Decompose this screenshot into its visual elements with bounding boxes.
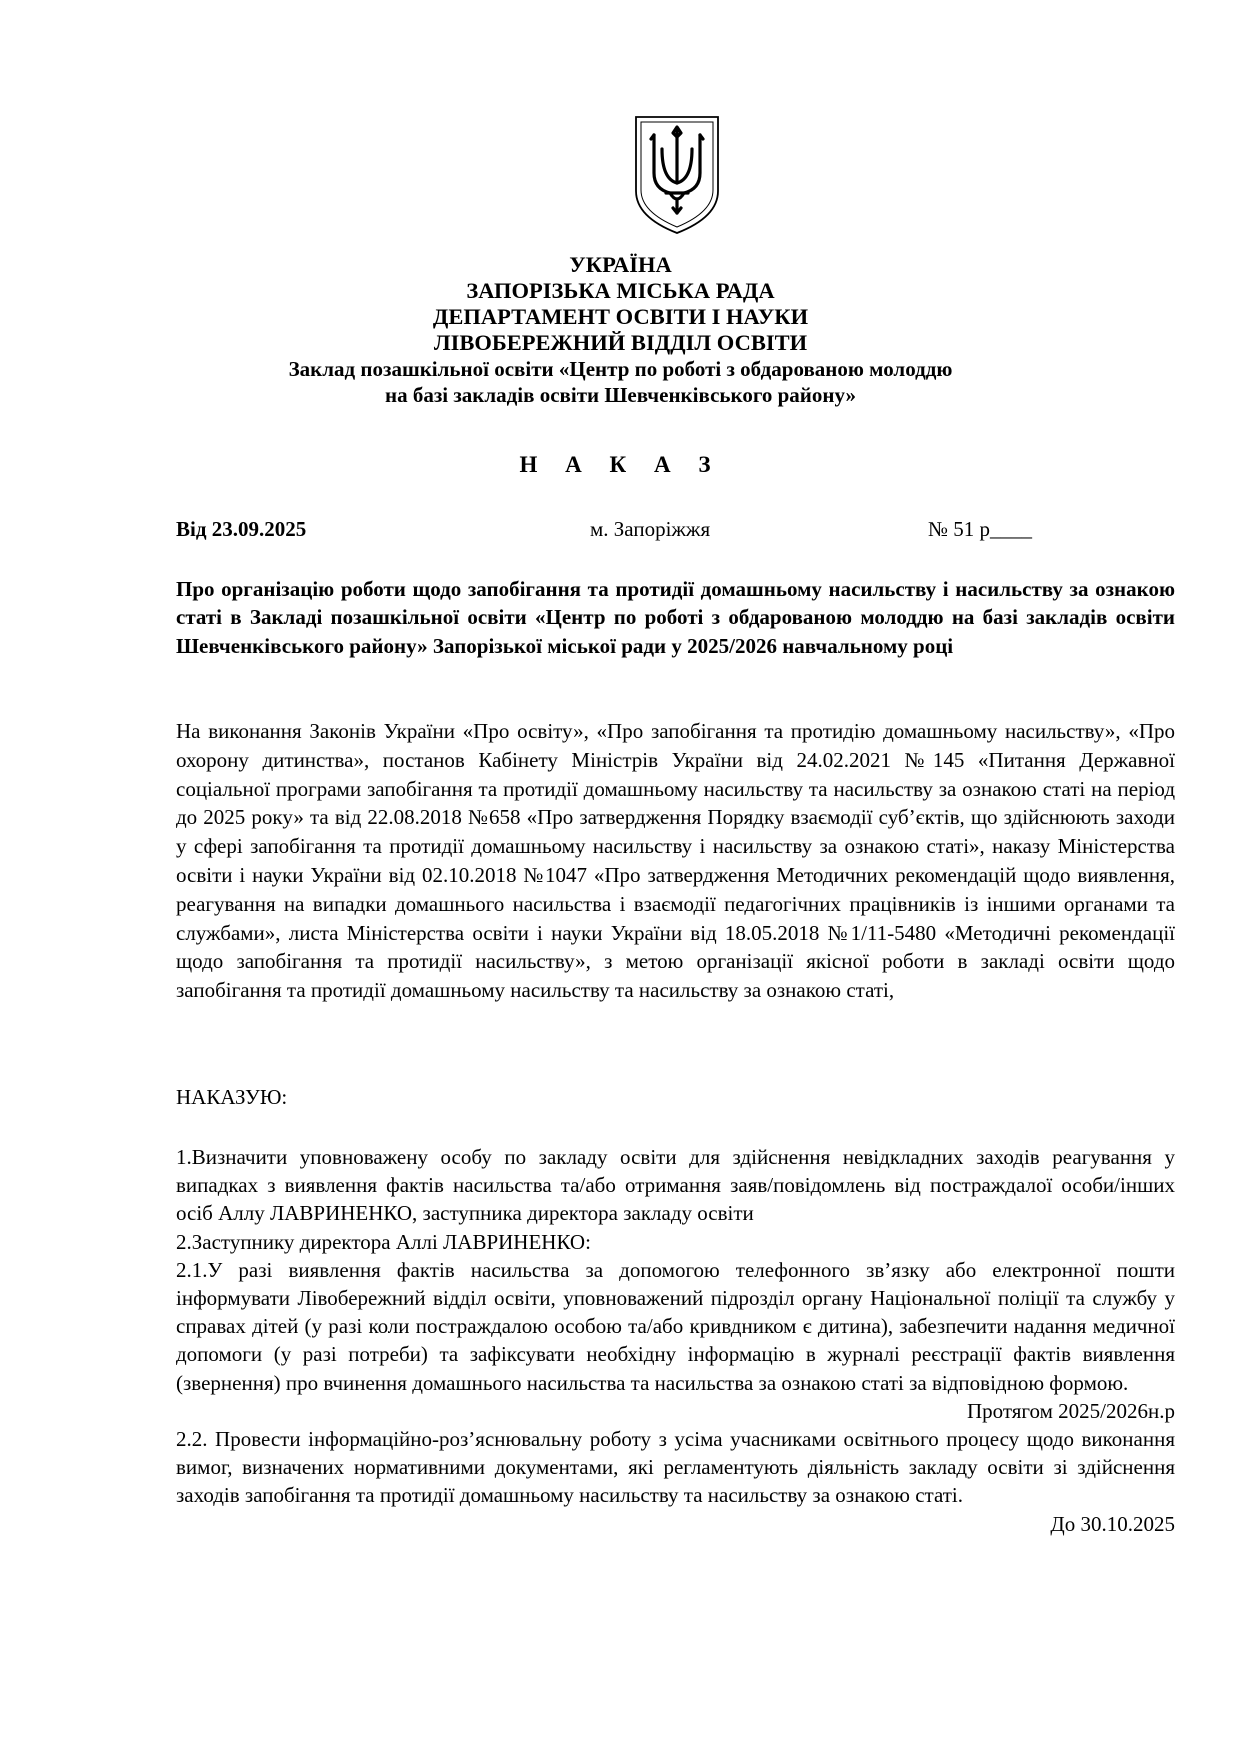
order-subject: [176, 575, 1175, 660]
coat-of-arms-icon: [632, 113, 722, 237]
preamble-text: На виконання Законів України «Про освіту», «Про запобігання та протидію домашньому насильству», «Про охорону дитинства», постанов Кабінету Міністрів України від 24.02.2021 №145 «Питання Державної соціальної програми запобігання та протидії домашньому насильству та насильству за ознакою статі на період до 2025 року» та від 22.08.2018 №658 «Про затвердження Порядку взаємодії суб’єктів, що здійснюють заходи у сфері запобігання та протидії домашньому насильству і насильству за ознакою статі», наказу Міністерства освіти і науки України від 02.10.2018 №1047 «Про затвердження Методичних рекомендацій щодо виявлення, реагування на випадки домашнього насильства і взаємодії педагогічних працівників із іншими органами та службами», листа Міністерства освіти і науки України від 18.05.2018 №1/11-5480 «Методичні рекомендації щодо запобігання та протидії насильству», з метою організації якісної роботи в закладі освіти щодо запобігання та протидії домашньому насильству та насильству за ознакою статі,: [176, 719, 1175, 1003]
order-date: Від 23.09.2025: [176, 517, 307, 541]
order-item-2-2: 2.2. Провести інформаційно-роз’яснювальну роботу з усіма учасниками освітнього процесу щодо виконання вимог, визначених нормативними документами, які регламентують діяльність закладу освіти зі здійснення заходів запобігання та протидії домашньому насильству та насильству за ознакою статі.: [176, 1427, 1175, 1508]
order-item-2-1: 2.1.У разі виявлення фактів насильства за допомогою телефонного зв’язку або електронної пошти інформувати Лівобережний відділ освіти, уповноважений підрозділ органу Національної поліції та службу у справах дітей (у разі коли постраждалою особою та/або кривдником є дитина), забезпечити надання медичної допомоги (у разі потреби) та зафіксувати необхідну інформацію в журналі реєстрації фактів виявлення (звернення) про вчинення домашнього насильства та насильства за ознакою статі за відповідною формою.: [176, 1257, 1175, 1395]
order-directive-word: НАКАЗУЮ:: [176, 1085, 288, 1109]
order-subject-text: Про організацію роботи щодо запобігання та протидії домашньому насильству і насильству за ознакою статі в Закладі позашкільної освіти «Центр по роботі з обдарованою молоддю на базі закладів освіти Шевченківського району» Запорізької міської ради у 2025/2026 навчальному році: [176, 577, 1175, 658]
header-institution-line1: Заклад позашкільної освіти «Центр по роботі з обдарованою молоддю: [288, 357, 953, 381]
order-item-2-1-deadline: Протягом 2025/2026н.р: [966, 1398, 1175, 1423]
header-council: ЗАПОРІЗЬКА МІСЬКА РАДА: [466, 278, 775, 303]
document-type-title: Н А К А З: [519, 452, 722, 477]
order-item-2-2-deadline: До 30.10.2025: [1050, 1511, 1175, 1536]
document-header: [0, 252, 1241, 408]
order-number: № 51 р____: [928, 517, 1033, 541]
header-institution-line2: на базі закладів освіти Шевченківського району»: [384, 383, 857, 407]
order-item-2: 2.Заступнику директора Аллі ЛАВРИНЕНКО:: [176, 1229, 591, 1254]
header-division: ЛІВОБЕРЕЖНИЙ ВІДДІЛ ОСВІТИ: [433, 330, 808, 355]
header-country: УКРАЇНА: [569, 252, 672, 277]
order-city: м. Запоріжжя: [590, 517, 711, 541]
order-item-1: 1.Визначити уповноважену особу по закладу освіти для здійснення невідкладних заходів реагування у випадках з виявлення фактів насильства та/або отримання заяв/повідомлень від постраждалої особи/інших осіб Аллу ЛАВРИНЕНКО, заступника директора закладу освіти: [176, 1145, 1175, 1226]
header-department: ДЕПАРТАМЕНТ ОСВІТИ І НАУКИ: [432, 304, 809, 329]
order-preamble: [176, 717, 1175, 1005]
order-items: [176, 1143, 1175, 1538]
